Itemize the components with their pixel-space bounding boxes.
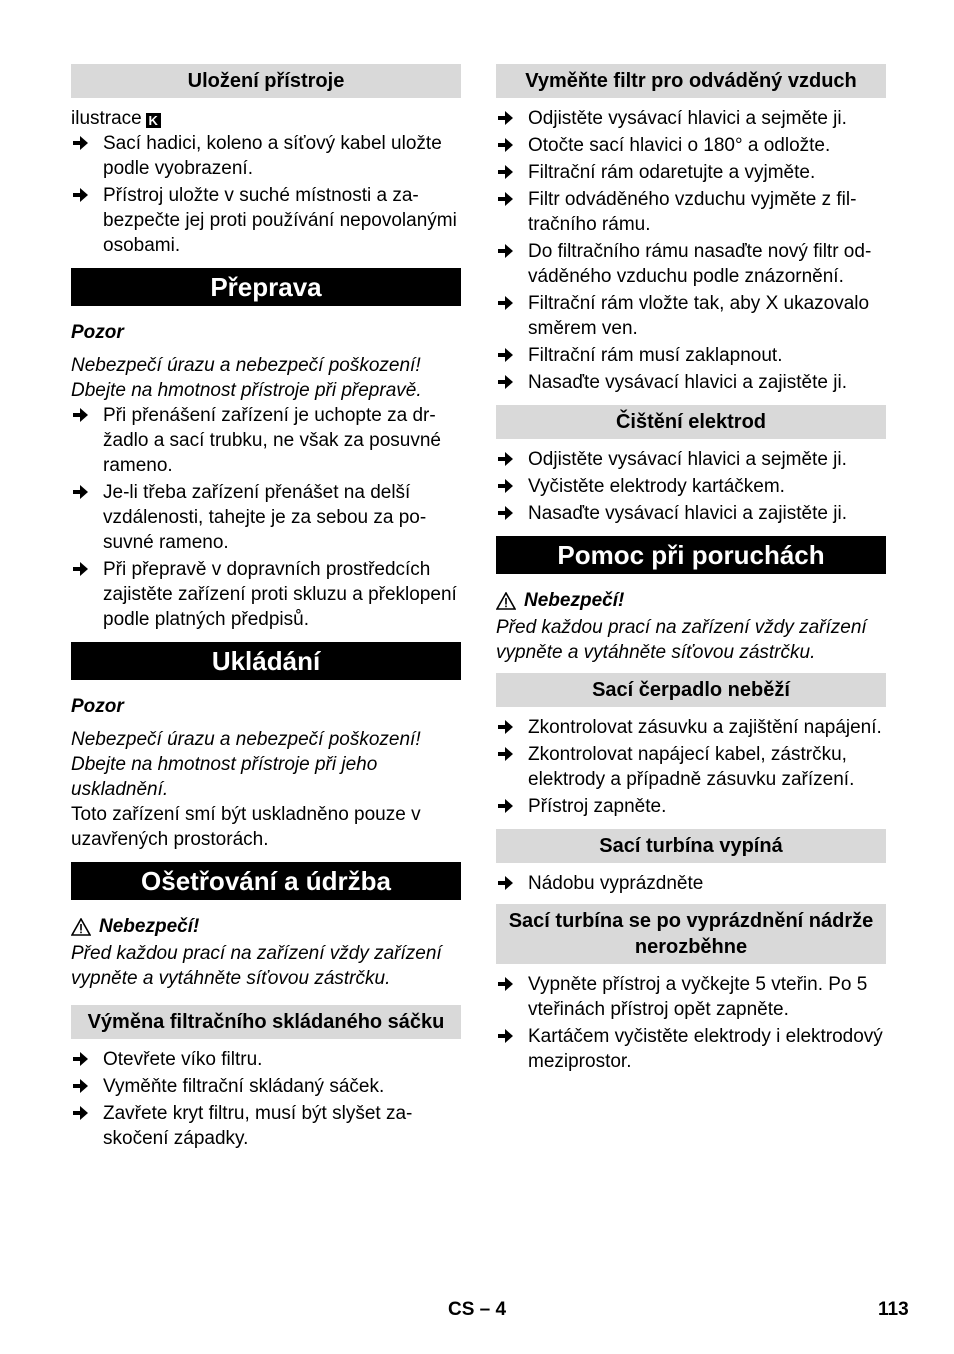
danger-label: Nebezpečí! bbox=[99, 916, 200, 937]
arrow-right-icon bbox=[496, 718, 514, 736]
cerpadlo-list bbox=[496, 715, 886, 819]
heading-elektrod: Čištění elektrod bbox=[496, 405, 886, 439]
pozor-label: Pozor bbox=[71, 696, 124, 717]
list-item bbox=[71, 480, 461, 555]
list-item bbox=[496, 972, 886, 1022]
list-item bbox=[71, 403, 461, 478]
pomoc-danger-text: Před každou prací na zařízení vždy zařízení vypněte a vytáhněte síťovou zástrčku. bbox=[496, 617, 867, 663]
list-item bbox=[71, 183, 461, 258]
list-item-text: Vypněte přístroj a vyčkejte 5 vteřin. Po 5 vteřinách přístroj opět zapněte. bbox=[528, 974, 868, 1020]
vymena-list bbox=[71, 1047, 461, 1151]
right-column bbox=[496, 64, 886, 1076]
list-item bbox=[496, 343, 886, 368]
arrow-right-icon bbox=[71, 560, 89, 578]
list-item bbox=[71, 1101, 461, 1151]
list-item bbox=[496, 794, 886, 819]
list-item bbox=[496, 106, 886, 131]
list-item-text: Přístroj uložte v suché místnosti a zabezpečte jej proti používání nepovolanými osobami. bbox=[103, 185, 457, 256]
nerozbehne-list bbox=[496, 972, 886, 1074]
list-item-text: Zkontrolovat napájecí kabel, zástrčku, elektrody a případně zásuvku zařízení. bbox=[528, 744, 855, 790]
list-item bbox=[496, 447, 886, 472]
list-item-text: Sací hadici, koleno a síťový kabel uložte podle vyobrazení. bbox=[103, 133, 442, 179]
list-item bbox=[496, 871, 886, 896]
arrow-right-icon bbox=[496, 373, 514, 391]
arrow-right-icon bbox=[496, 190, 514, 208]
arrow-right-icon bbox=[496, 1027, 514, 1045]
list-item-text: Otevřete víko filtru. bbox=[103, 1049, 263, 1070]
list-item-text: Nasaďte vysávací hlavici a zajistěte ji. bbox=[528, 372, 847, 393]
ukladani-warning: Nebezpečí úrazu a nebezpečí poškození! Dbejte na hmotnost přístroje při jeho uskladnění. bbox=[71, 729, 421, 800]
list-item bbox=[71, 131, 461, 181]
list-item-text: Nasaďte vysávací hlavici a zajistěte ji. bbox=[528, 503, 847, 524]
arrow-right-icon bbox=[496, 109, 514, 127]
arrow-right-icon bbox=[496, 346, 514, 364]
list-item-text: Filtr odváděného vzduchu vyjměte z filtračního rámu. bbox=[528, 189, 857, 235]
list-item bbox=[496, 742, 886, 792]
list-item-text: Filtrační rám odaretujte a vyjměte. bbox=[528, 162, 816, 183]
arrow-right-icon bbox=[71, 1077, 89, 1095]
arrow-right-icon bbox=[71, 406, 89, 424]
list-item-text: Otočte sací hlavici o 180° a odložte. bbox=[528, 135, 831, 156]
preprava-warning: Nebezpečí úrazu a nebezpečí poškození! Dbejte na hmotnost přístroje při přepravě. bbox=[71, 355, 422, 401]
list-item bbox=[496, 239, 886, 289]
list-item bbox=[496, 291, 886, 341]
list-item bbox=[496, 133, 886, 158]
warning-triangle-icon bbox=[496, 592, 516, 610]
left-column bbox=[71, 64, 461, 1153]
heading-osetrovani: Ošetřování a údržba bbox=[71, 862, 461, 900]
heading-preprava: Přeprava bbox=[71, 268, 461, 306]
arrow-right-icon bbox=[496, 242, 514, 260]
list-item-text: Je-li třeba zařízení přenášet na delší vzdálenosti, tahejte je za sebou za posuvné rameno. bbox=[103, 482, 427, 553]
list-item-text: Odjistěte vysávací hlavici a sejměte ji. bbox=[528, 449, 847, 470]
illustration-k-icon: K bbox=[146, 113, 161, 128]
list-item-text: Vyměňte filtrační skládaný sáček. bbox=[103, 1076, 385, 1097]
turbina-list bbox=[496, 871, 886, 896]
heading-ukladani: Ukládání bbox=[71, 642, 461, 680]
heading-vymena: Výměna filtračního skládaného sáčku bbox=[71, 1005, 461, 1039]
list-item bbox=[496, 187, 886, 237]
arrow-right-icon bbox=[496, 163, 514, 181]
danger-label: Nebezpečí! bbox=[524, 590, 625, 611]
arrow-right-icon bbox=[496, 975, 514, 993]
arrow-right-icon bbox=[71, 1050, 89, 1068]
heading-turbina: Sací turbína vypíná bbox=[496, 829, 886, 863]
danger-line bbox=[496, 588, 886, 613]
list-item-text: Při přepravě v dopravních prostředcích zajistěte zařízení proti skluzu a překlopení podle platných předpisů. bbox=[103, 559, 457, 630]
list-item bbox=[71, 1047, 461, 1072]
list-item bbox=[496, 1024, 886, 1074]
ulozeni-list bbox=[71, 131, 461, 258]
list-item-text: Nádobu vyprázdněte bbox=[528, 873, 704, 894]
arrow-right-icon bbox=[71, 134, 89, 152]
heading-nerozbehne: Sací turbína se po vyprázdnění nádrže nerozběhne bbox=[496, 904, 886, 964]
pozor-label: Pozor bbox=[71, 322, 124, 343]
list-item-text: Filtrační rám vložte tak, aby X ukazovalo směrem ven. bbox=[528, 293, 870, 339]
list-item-text: Zkontrolovat zásuvku a zajištění napájení. bbox=[528, 717, 882, 738]
list-item bbox=[496, 370, 886, 395]
arrow-right-icon bbox=[71, 1104, 89, 1122]
heading-cerpadlo: Sací čerpadlo neběží bbox=[496, 673, 886, 707]
arrow-right-icon bbox=[496, 477, 514, 495]
list-item bbox=[496, 501, 886, 526]
list-item-text: Odjistěte vysávací hlavici a sejměte ji. bbox=[528, 108, 847, 129]
arrow-right-icon bbox=[496, 797, 514, 815]
arrow-right-icon bbox=[496, 504, 514, 522]
list-item bbox=[496, 474, 886, 499]
list-item-text: Vyčistěte elektrody kartáčkem. bbox=[528, 476, 785, 497]
elektrod-list bbox=[496, 447, 886, 526]
arrow-right-icon bbox=[496, 745, 514, 763]
danger-line bbox=[71, 914, 461, 939]
arrow-right-icon bbox=[496, 294, 514, 312]
arrow-right-icon bbox=[496, 450, 514, 468]
ilustrace-line: ilustrace K bbox=[71, 106, 461, 131]
page-number: 113 bbox=[878, 1299, 909, 1320]
arrow-right-icon bbox=[71, 483, 89, 501]
list-item-text: Zavřete kryt filtru, musí být slyšet zaskočení západky. bbox=[103, 1103, 413, 1149]
arrow-right-icon bbox=[496, 136, 514, 154]
list-item-text: Přístroj zapněte. bbox=[528, 796, 667, 817]
arrow-right-icon bbox=[496, 874, 514, 892]
list-item-text: Filtrační rám musí zaklapnout. bbox=[528, 345, 783, 366]
ukladani-text: Toto zařízení smí být uskladněno pouze v uzavřených prostorách. bbox=[71, 804, 421, 850]
preprava-list bbox=[71, 403, 461, 632]
heading-pomoc: Pomoc při poruchách bbox=[496, 536, 886, 574]
osetrovani-danger-text: Před každou prací na zařízení vždy zařízení vypněte a vytáhněte síťovou zástrčku. bbox=[71, 943, 442, 989]
arrow-right-icon bbox=[71, 186, 89, 204]
footer-language-code: CS – 4 bbox=[448, 1299, 507, 1320]
filtr-list bbox=[496, 106, 886, 395]
heading-filtr: Vyměňte filtr pro odváděný vzduch bbox=[496, 64, 886, 98]
list-item bbox=[71, 557, 461, 632]
list-item-text: Při přenášení zařízení je uchopte za držadlo a sací trubku, ne však za posuvné rameno. bbox=[103, 405, 441, 476]
heading-ulozeni: Uložení přístroje bbox=[71, 64, 461, 98]
list-item bbox=[496, 160, 886, 185]
list-item bbox=[71, 1074, 461, 1099]
list-item-text: Kartáčem vyčistěte elektrody i elektrodový meziprostor. bbox=[528, 1026, 883, 1072]
list-item bbox=[496, 715, 886, 740]
list-item-text: Do filtračního rámu nasaďte nový filtr odváděného vzduchu podle znázornění. bbox=[528, 241, 872, 287]
warning-triangle-icon bbox=[71, 918, 91, 936]
